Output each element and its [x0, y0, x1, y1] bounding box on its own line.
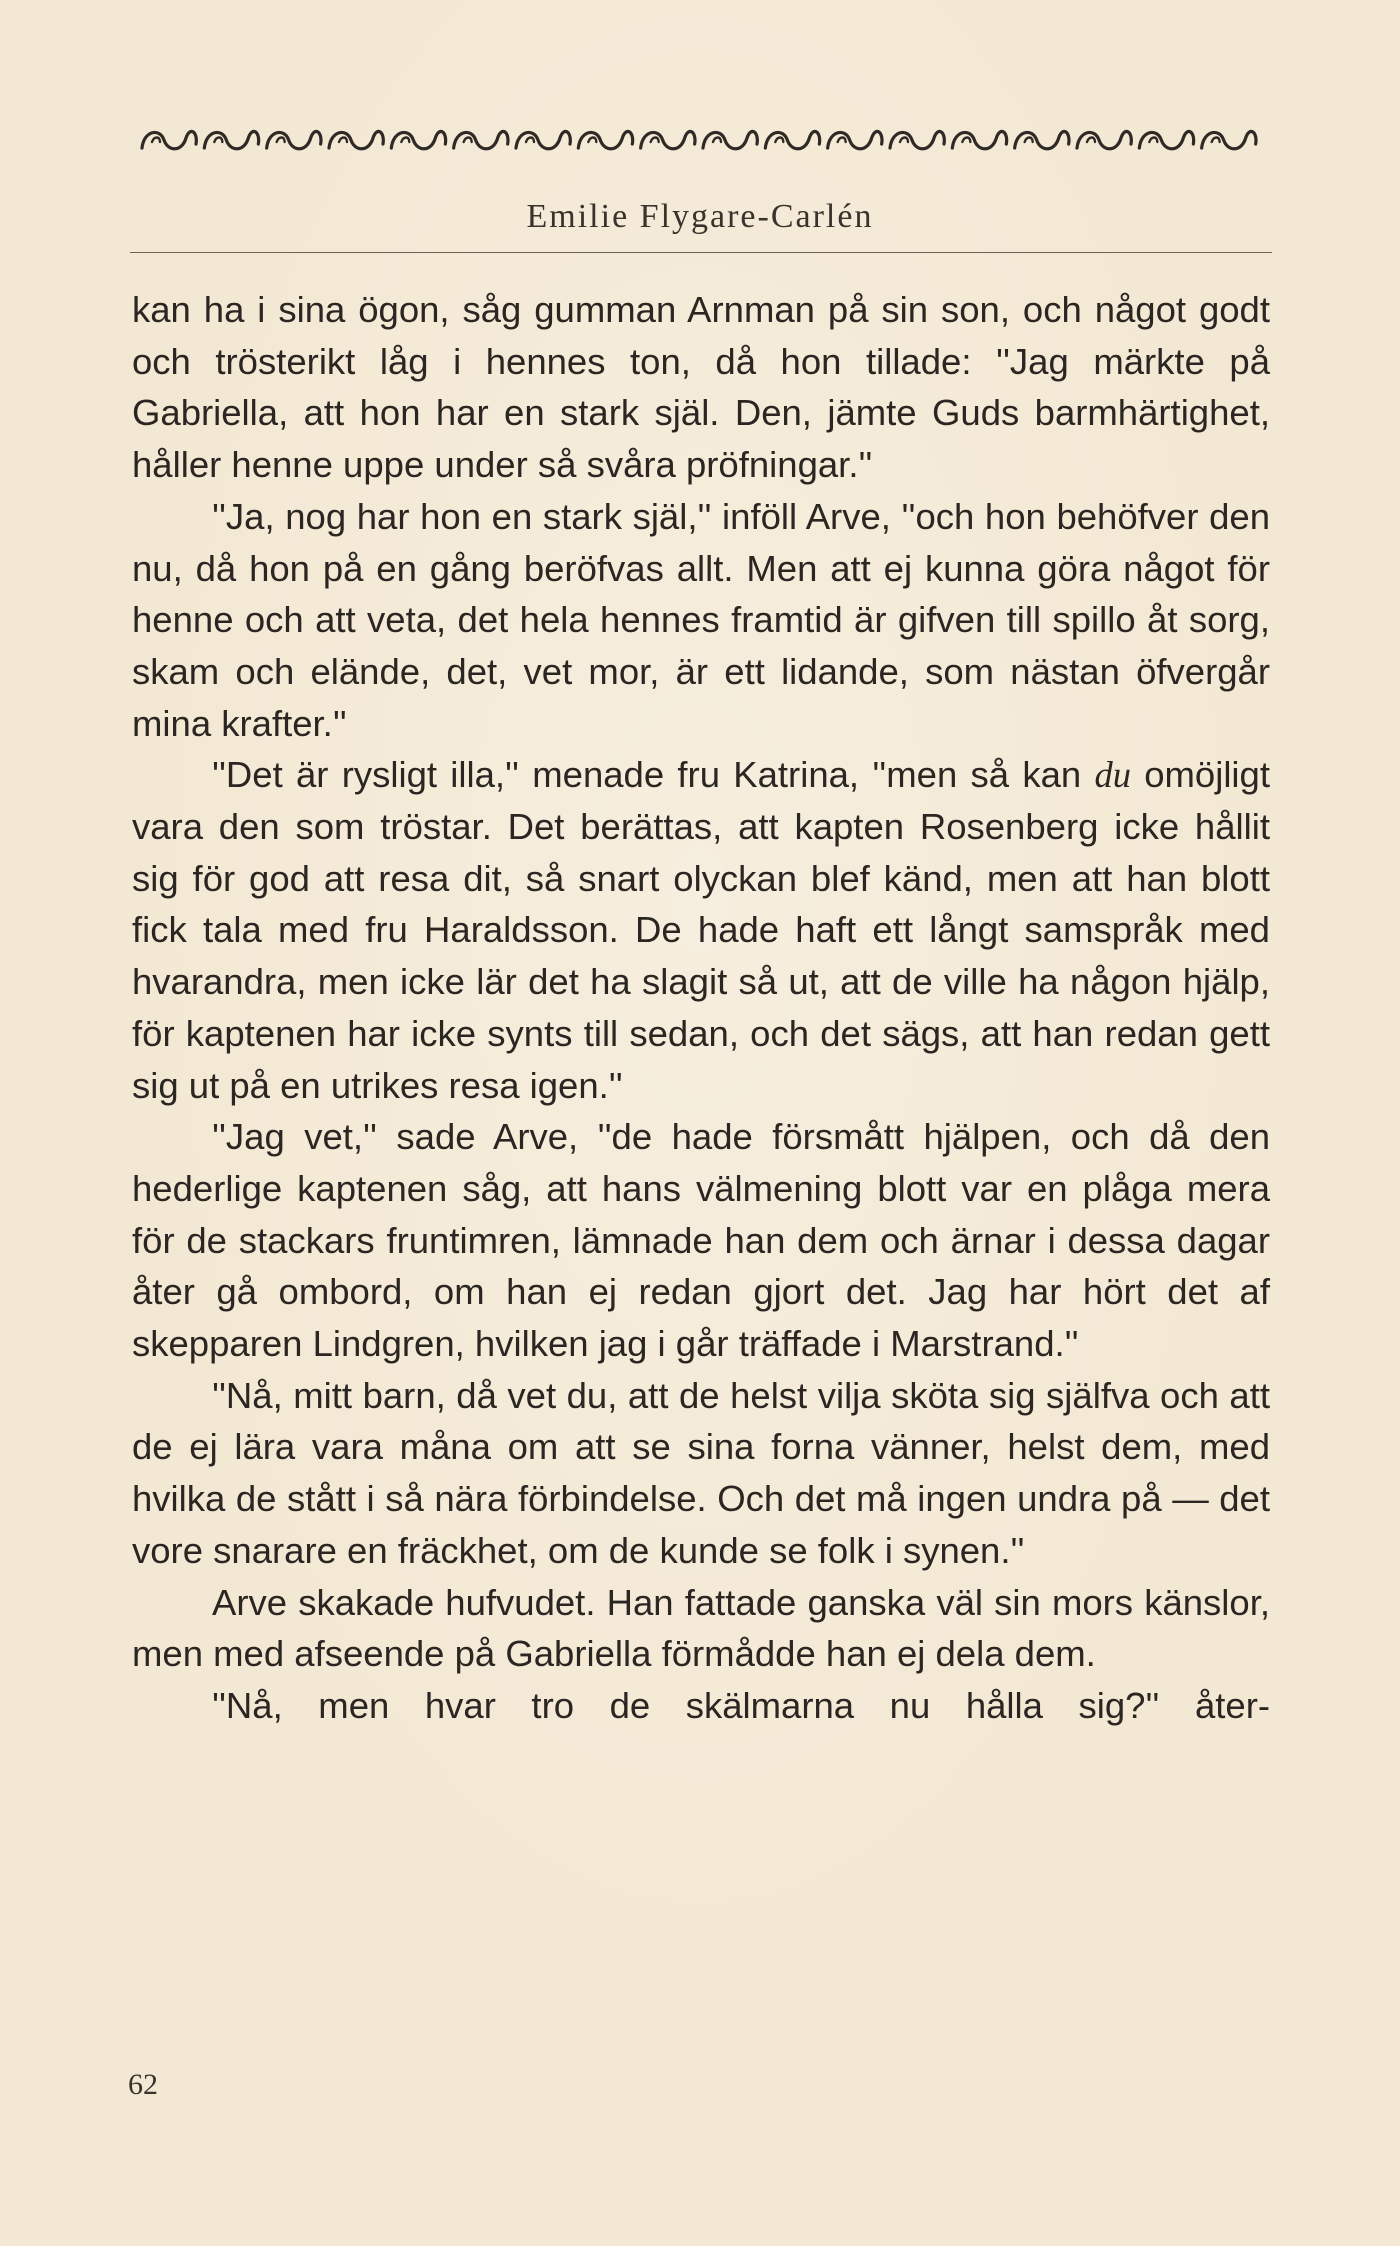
paragraph-6: Arve skakade hufvudet. Han fattade ganska väl sin mors känslor, men med afseende på Gabriella förmådde han ej dela dem. [132, 1581, 1270, 1675]
header-rule [130, 252, 1272, 253]
paragraph-1: kan ha i sina ögon, såg gumman Arnman på sin son, och något godt och trösterikt låg i hennes ton, då hon tillade: ''Jag märkte på Gabriella, att hon har en stark själ. Den, jämte Guds barmhärtighet, håller henne uppe under så svåra pröfningar.'' [132, 289, 1270, 486]
paragraph-7: ''Nå, men hvar tro de skälmarna nu hålla sig?'' åter- [212, 1684, 1270, 1726]
running-head: Emilie Flygare-Carlén [526, 198, 874, 235]
ornamental-border-icon [138, 118, 1260, 164]
paragraph-2: ''Ja, nog har hon en stark själ,'' inföll Arve, ''och hon behöfver den nu, då hon på en gång beröfvas allt. Men att ej kunna göra något för henne och att veta, det hela hennes framtid är gifven till spillo åt sorg, skam och elände, det, vet mor, är ett lidande, som nästan öfvergår mina krafter.'' [132, 495, 1270, 744]
paragraph-3 [132, 749, 1270, 1111]
page-number: 62 [128, 2068, 158, 2101]
emphasis-du: du [1094, 754, 1131, 796]
paragraph-3-part-2: omöjligt vara den som tröstar. Det berättas, att kapten Rosenberg icke hållit sig för god att resa dit, så snart olyckan blef känd, men att han blott fick tala med fru Haraldsson. De hade haft ett långt samspråk med hvarandra, men icke lär det ha slagit så ut, att de ville ha någon hjälp, för kaptenen har icke synts till sedan, och det sägs, att han redan gett sig ut på en utrikes resa igen.'' [132, 754, 1270, 1106]
paragraph-4: ''Jag vet,'' sade Arve, ''de hade försmått hjälpen, och då den hederlige kaptenen såg, att hans välmening blott var en plåga mera för de stackars fruntimren, lämnade han dem och ärnar i dessa dagar åter gå ombord, om han ej redan gjort det. Jag har hört det af skepparen Lindgren, hvilken jag i går träffade i Marstrand.'' [132, 1116, 1270, 1365]
paragraph-3-part-1: ''Det är rysligt illa,'' menade fru Katrina, ''men så kan [212, 754, 1095, 796]
paragraph-5: ''Nå, mitt barn, då vet du, att de helst vilja sköta sig själfva och att de ej lära vara måna om att se sina forna vänner, helst dem, med hvilka de stått i så nära förbindelse. Och det må ingen undra på — det vore snarare en fräckhet, om de kunde se folk i synen.'' [132, 1374, 1270, 1571]
body-text [132, 284, 1270, 1732]
